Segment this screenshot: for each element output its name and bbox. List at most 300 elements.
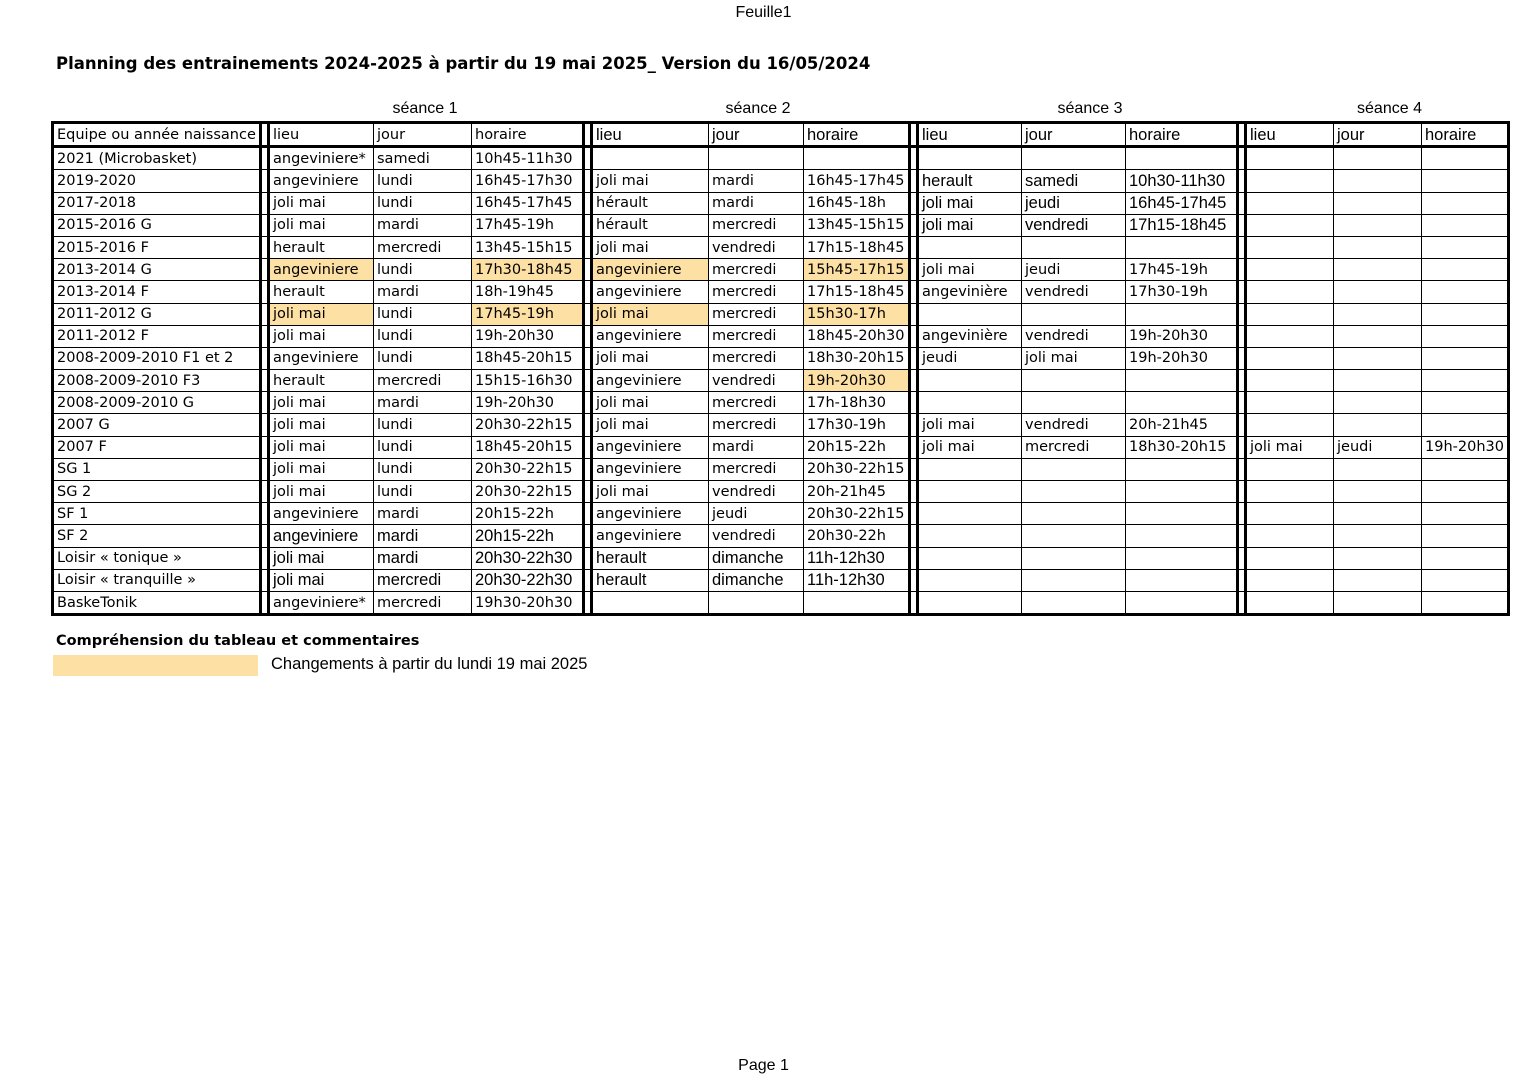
s4-jour-cell — [1334, 347, 1422, 369]
table-row — [53, 214, 1509, 236]
s2-horaire-cell: 20h30-22h15 — [804, 503, 910, 525]
s4-jour-cell — [1334, 303, 1422, 325]
s1-jour-cell: mardi — [374, 281, 472, 303]
session-separator — [584, 458, 592, 480]
s1-lieu-cell: herault — [269, 236, 374, 258]
s3-horaire-cell — [1126, 303, 1238, 325]
s3-jour-cell — [1022, 591, 1126, 614]
session-separator — [584, 347, 592, 369]
s3-jour-cell: vendredi — [1022, 325, 1126, 347]
s1-jour-cell: mercredi — [374, 370, 472, 392]
s2-jour-cell: mercredi — [709, 259, 804, 281]
s4-lieu-cell — [1246, 325, 1334, 347]
s1-jour-cell: lundi — [374, 170, 472, 192]
s2-lieu-cell: angeviniere — [592, 503, 709, 525]
session-separator — [261, 259, 269, 281]
s3-lieu-cell: joli mai — [918, 214, 1022, 236]
s4-lieu-cell — [1246, 214, 1334, 236]
s4-lieu-cell — [1246, 303, 1334, 325]
s3-jour-cell: mercredi — [1022, 436, 1126, 458]
session-separator — [1238, 392, 1246, 414]
s4-horaire-cell — [1422, 192, 1509, 214]
s4-lieu-cell — [1246, 525, 1334, 547]
session-separator — [584, 259, 592, 281]
session-separator — [910, 525, 918, 547]
s3-horaire-cell — [1126, 370, 1238, 392]
team-cell: SG 2 — [53, 481, 261, 503]
table-row — [53, 281, 1509, 303]
s1-lieu-cell: angeviniere* — [269, 591, 374, 614]
session-separator — [584, 281, 592, 303]
session-separator — [584, 303, 592, 325]
s4-jour-cell — [1334, 259, 1422, 281]
s4-lieu-cell — [1246, 170, 1334, 192]
session-separator — [261, 281, 269, 303]
s1-jour-cell: lundi — [374, 414, 472, 436]
s1-horaire-cell: 20h30-22h30 — [472, 547, 584, 569]
s4-horaire-cell: 19h-20h30 — [1422, 436, 1509, 458]
session-separator — [261, 458, 269, 480]
team-cell: BaskeTonik — [53, 591, 261, 614]
session-separator — [1238, 259, 1246, 281]
session-separator — [1238, 347, 1246, 369]
session-separator — [261, 123, 269, 147]
s1-horaire-cell: 10h45-11h30 — [472, 147, 584, 170]
session-separator — [1238, 436, 1246, 458]
session-separator — [261, 192, 269, 214]
s3-horaire-cell — [1126, 525, 1238, 547]
header-s3-lieu: lieu — [918, 123, 1022, 147]
s3-horaire-cell — [1126, 503, 1238, 525]
s1-jour-cell: mardi — [374, 547, 472, 569]
s1-horaire-cell: 17h30-18h45 — [472, 259, 584, 281]
s4-lieu-cell — [1246, 192, 1334, 214]
s4-lieu-cell — [1246, 481, 1334, 503]
s4-lieu-cell — [1246, 347, 1334, 369]
header-row — [53, 123, 1509, 147]
s4-lieu-cell — [1246, 147, 1334, 170]
s3-lieu-cell: joli mai — [918, 414, 1022, 436]
s4-jour-cell — [1334, 370, 1422, 392]
team-cell: 2015-2016 G — [53, 214, 261, 236]
s4-horaire-cell — [1422, 170, 1509, 192]
session-separator — [910, 370, 918, 392]
table-row — [53, 591, 1509, 614]
team-cell: 2019-2020 — [53, 170, 261, 192]
s1-horaire-cell: 20h30-22h30 — [472, 569, 584, 591]
session-separator — [910, 214, 918, 236]
sheet-name: Feuille1 — [735, 4, 792, 21]
s2-horaire-cell — [804, 591, 910, 614]
team-cell: 2008-2009-2010 G — [53, 392, 261, 414]
s1-jour-cell: lundi — [374, 347, 472, 369]
s2-jour-cell: mercredi — [709, 325, 804, 347]
s1-horaire-cell: 20h30-22h15 — [472, 481, 584, 503]
s2-jour-cell: mercredi — [709, 414, 804, 436]
team-cell: SF 1 — [53, 503, 261, 525]
s1-horaire-cell: 18h45-20h15 — [472, 436, 584, 458]
s2-horaire-cell: 16h45-17h45 — [804, 170, 910, 192]
session-separator — [910, 591, 918, 614]
s1-horaire-cell: 18h45-20h15 — [472, 347, 584, 369]
session-separator — [584, 123, 592, 147]
s3-lieu-cell: angevinière — [918, 325, 1022, 347]
legend-highlight-swatch — [53, 655, 258, 676]
schedule-table — [51, 121, 1510, 616]
session-separator — [1238, 123, 1246, 147]
s2-jour-cell: mercredi — [709, 458, 804, 480]
s2-jour-cell: mardi — [709, 192, 804, 214]
s2-jour-cell: mardi — [709, 436, 804, 458]
s4-lieu-cell — [1246, 414, 1334, 436]
page-title: Planning des entrainements 2024-2025 à partir du 19 mai 2025_ Version du 16/05/2024 — [56, 54, 871, 73]
session-separator — [910, 192, 918, 214]
s3-jour-cell — [1022, 525, 1126, 547]
s1-lieu-cell: herault — [269, 370, 374, 392]
session-separator — [584, 569, 592, 591]
session-separator — [910, 481, 918, 503]
session-separator — [1238, 458, 1246, 480]
s3-horaire-cell: 17h45-19h — [1126, 259, 1238, 281]
s2-horaire-cell: 17h30-19h — [804, 414, 910, 436]
team-cell: SG 1 — [53, 458, 261, 480]
session-separator — [910, 569, 918, 591]
s1-jour-cell: lundi — [374, 436, 472, 458]
s1-jour-cell: mercredi — [374, 569, 472, 591]
s4-lieu-cell — [1246, 503, 1334, 525]
session-separator — [584, 525, 592, 547]
s2-horaire-cell: 17h-18h30 — [804, 392, 910, 414]
s3-lieu-cell — [918, 547, 1022, 569]
s3-lieu-cell — [918, 503, 1022, 525]
s1-horaire-cell: 19h-20h30 — [472, 325, 584, 347]
session-separator — [261, 236, 269, 258]
team-cell: 2021 (Microbasket) — [53, 147, 261, 170]
s1-horaire-cell: 16h45-17h30 — [472, 170, 584, 192]
session-separator — [261, 414, 269, 436]
session-separator — [584, 591, 592, 614]
session-separator — [1238, 170, 1246, 192]
s2-lieu-cell: angeviniere — [592, 325, 709, 347]
s2-horaire-cell: 15h30-17h — [804, 303, 910, 325]
s2-horaire-cell: 18h30-20h15 — [804, 347, 910, 369]
s2-jour-cell: vendredi — [709, 236, 804, 258]
session-separator — [261, 569, 269, 591]
table-row — [53, 481, 1509, 503]
s2-horaire-cell: 18h45-20h30 — [804, 325, 910, 347]
s3-horaire-cell: 16h45-17h45 — [1126, 192, 1238, 214]
s4-lieu-cell — [1246, 370, 1334, 392]
s4-jour-cell: jeudi — [1334, 436, 1422, 458]
s3-lieu-cell — [918, 147, 1022, 170]
s4-horaire-cell — [1422, 236, 1509, 258]
s2-jour-cell: mercredi — [709, 214, 804, 236]
table-row — [53, 347, 1509, 369]
table-row — [53, 192, 1509, 214]
header-s4-horaire: horaire — [1422, 123, 1509, 147]
s1-lieu-cell: joli mai — [269, 392, 374, 414]
s4-jour-cell — [1334, 281, 1422, 303]
s1-lieu-cell: angeviniere — [269, 347, 374, 369]
s2-jour-cell: vendredi — [709, 481, 804, 503]
s4-jour-cell — [1334, 192, 1422, 214]
s4-horaire-cell — [1422, 392, 1509, 414]
header-s4-jour: jour — [1334, 123, 1422, 147]
s3-jour-cell — [1022, 569, 1126, 591]
s1-horaire-cell: 16h45-17h45 — [472, 192, 584, 214]
team-cell: 2007 F — [53, 436, 261, 458]
s3-jour-cell — [1022, 481, 1126, 503]
s3-horaire-cell: 19h-20h30 — [1126, 347, 1238, 369]
s1-horaire-cell: 17h45-19h — [472, 214, 584, 236]
s1-lieu-cell: joli mai — [269, 547, 374, 569]
session-separator — [910, 347, 918, 369]
s4-horaire-cell — [1422, 325, 1509, 347]
session-separator — [584, 392, 592, 414]
session-separator — [1238, 370, 1246, 392]
session-separator — [261, 525, 269, 547]
s2-jour-cell: mercredi — [709, 281, 804, 303]
s1-jour-cell: mardi — [374, 525, 472, 547]
s1-horaire-cell: 15h15-16h30 — [472, 370, 584, 392]
header-s3-horaire: horaire — [1126, 123, 1238, 147]
s2-lieu-cell — [592, 147, 709, 170]
s3-jour-cell — [1022, 147, 1126, 170]
s3-lieu-cell: joli mai — [918, 259, 1022, 281]
s3-lieu-cell: joli mai — [918, 192, 1022, 214]
s3-jour-cell: samedi — [1022, 170, 1126, 192]
session-separator — [1238, 303, 1246, 325]
s2-jour-cell — [709, 147, 804, 170]
s1-jour-cell: mercredi — [374, 591, 472, 614]
s3-lieu-cell: angevinière — [918, 281, 1022, 303]
session-separator — [910, 259, 918, 281]
s1-jour-cell: lundi — [374, 458, 472, 480]
table-row — [53, 370, 1509, 392]
header-s1-horaire: horaire — [472, 123, 584, 147]
s1-horaire-cell: 18h-19h45 — [472, 281, 584, 303]
header-s2-horaire: horaire — [804, 123, 910, 147]
s4-lieu-cell — [1246, 458, 1334, 480]
s1-horaire-cell: 20h30-22h15 — [472, 458, 584, 480]
s3-horaire-cell: 17h30-19h — [1126, 281, 1238, 303]
s2-horaire-cell: 19h-20h30 — [804, 370, 910, 392]
s4-horaire-cell — [1422, 347, 1509, 369]
s3-lieu-cell: herault — [918, 170, 1022, 192]
s4-jour-cell — [1334, 569, 1422, 591]
s3-lieu-cell: joli mai — [918, 436, 1022, 458]
session-separator — [261, 147, 269, 170]
s2-lieu-cell: angeviniere — [592, 281, 709, 303]
s3-jour-cell: jeudi — [1022, 192, 1126, 214]
s1-jour-cell: mardi — [374, 392, 472, 414]
session-separator — [910, 303, 918, 325]
s2-lieu-cell: joli mai — [592, 236, 709, 258]
s3-horaire-cell — [1126, 392, 1238, 414]
s2-lieu-cell: joli mai — [592, 481, 709, 503]
s4-jour-cell — [1334, 147, 1422, 170]
team-cell: 2011-2012 F — [53, 325, 261, 347]
s3-jour-cell — [1022, 370, 1126, 392]
legend-text: Changements à partir du lundi 19 mai 2025 — [271, 655, 588, 673]
s4-lieu-cell: joli mai — [1246, 436, 1334, 458]
table-row — [53, 458, 1509, 480]
s1-lieu-cell: angeviniere — [269, 503, 374, 525]
session-separator — [1238, 147, 1246, 170]
s2-horaire-cell: 20h-21h45 — [804, 481, 910, 503]
s2-lieu-cell — [592, 591, 709, 614]
session-separator — [261, 347, 269, 369]
session-separator — [1238, 214, 1246, 236]
s2-lieu-cell: angeviniere — [592, 458, 709, 480]
session-separator — [1238, 503, 1246, 525]
table-row — [53, 569, 1509, 591]
session-separator — [261, 481, 269, 503]
session-separator — [910, 547, 918, 569]
session-separator — [261, 392, 269, 414]
s3-lieu-cell — [918, 569, 1022, 591]
s3-jour-cell: vendredi — [1022, 414, 1126, 436]
s2-horaire-cell: 20h30-22h — [804, 525, 910, 547]
table-row — [53, 525, 1509, 547]
s1-jour-cell: lundi — [374, 481, 472, 503]
s4-jour-cell — [1334, 214, 1422, 236]
session-separator — [1238, 192, 1246, 214]
s3-horaire-cell: 20h-21h45 — [1126, 414, 1238, 436]
session-separator — [261, 170, 269, 192]
team-cell: 2017-2018 — [53, 192, 261, 214]
team-cell: 2008-2009-2010 F3 — [53, 370, 261, 392]
s1-lieu-cell: joli mai — [269, 458, 374, 480]
session-separator — [584, 170, 592, 192]
table-row — [53, 436, 1509, 458]
s3-horaire-cell — [1126, 458, 1238, 480]
header-team: Equipe ou année naissance — [53, 123, 261, 147]
s2-jour-cell: mercredi — [709, 347, 804, 369]
s2-horaire-cell: 17h15-18h45 — [804, 236, 910, 258]
session-separator — [261, 370, 269, 392]
s1-horaire-cell: 17h45-19h — [472, 303, 584, 325]
s4-jour-cell — [1334, 458, 1422, 480]
table-row — [53, 236, 1509, 258]
session-1-heading: séance 1 — [392, 100, 458, 117]
s2-horaire-cell: 20h30-22h15 — [804, 458, 910, 480]
table-row — [53, 147, 1509, 170]
table-row — [53, 503, 1509, 525]
session-separator — [1238, 569, 1246, 591]
team-cell: 2013-2014 G — [53, 259, 261, 281]
s4-lieu-cell — [1246, 281, 1334, 303]
session-3-heading: séance 3 — [1057, 100, 1123, 117]
s3-horaire-cell — [1126, 481, 1238, 503]
session-separator — [261, 303, 269, 325]
s2-horaire-cell — [804, 147, 910, 170]
s1-jour-cell: lundi — [374, 325, 472, 347]
session-separator — [1238, 414, 1246, 436]
s2-horaire-cell: 11h-12h30 — [804, 547, 910, 569]
s4-lieu-cell — [1246, 591, 1334, 614]
s2-jour-cell: mercredi — [709, 392, 804, 414]
s3-jour-cell — [1022, 303, 1126, 325]
session-separator — [1238, 591, 1246, 614]
s4-horaire-cell — [1422, 370, 1509, 392]
s4-lieu-cell — [1246, 547, 1334, 569]
s1-jour-cell: lundi — [374, 303, 472, 325]
s2-lieu-cell: angeviniere — [592, 525, 709, 547]
s2-jour-cell: vendredi — [709, 370, 804, 392]
session-separator — [584, 325, 592, 347]
s1-lieu-cell: joli mai — [269, 414, 374, 436]
s3-jour-cell — [1022, 236, 1126, 258]
session-separator — [910, 170, 918, 192]
session-separator — [584, 481, 592, 503]
s4-horaire-cell — [1422, 481, 1509, 503]
session-2-heading: séance 2 — [725, 100, 791, 117]
session-separator — [1238, 281, 1246, 303]
s1-lieu-cell: joli mai — [269, 325, 374, 347]
s2-lieu-cell: joli mai — [592, 303, 709, 325]
s1-lieu-cell: angeviniere — [269, 259, 374, 281]
s1-lieu-cell: angeviniere — [269, 170, 374, 192]
table-row — [53, 170, 1509, 192]
s3-jour-cell — [1022, 458, 1126, 480]
session-separator — [910, 123, 918, 147]
s2-lieu-cell: angeviniere — [592, 259, 709, 281]
s1-lieu-cell: joli mai — [269, 569, 374, 591]
s2-lieu-cell: joli mai — [592, 347, 709, 369]
session-separator — [910, 281, 918, 303]
team-cell: Loisir « tonique » — [53, 547, 261, 569]
session-separator — [584, 214, 592, 236]
s4-horaire-cell — [1422, 281, 1509, 303]
s1-lieu-cell: joli mai — [269, 192, 374, 214]
session-separator — [261, 503, 269, 525]
s3-jour-cell — [1022, 503, 1126, 525]
header-s1-jour: jour — [374, 123, 472, 147]
table-row — [53, 303, 1509, 325]
s3-jour-cell: vendredi — [1022, 281, 1126, 303]
s2-horaire-cell: 15h45-17h15 — [804, 259, 910, 281]
s1-lieu-cell: joli mai — [269, 436, 374, 458]
s4-jour-cell — [1334, 591, 1422, 614]
session-separator — [1238, 525, 1246, 547]
s2-lieu-cell: joli mai — [592, 414, 709, 436]
session-separator — [910, 458, 918, 480]
s3-horaire-cell: 18h30-20h15 — [1126, 436, 1238, 458]
session-separator — [584, 236, 592, 258]
s2-horaire-cell: 17h15-18h45 — [804, 281, 910, 303]
s4-horaire-cell — [1422, 591, 1509, 614]
s1-horaire-cell: 13h45-15h15 — [472, 236, 584, 258]
s1-horaire-cell: 19h30-20h30 — [472, 591, 584, 614]
s3-jour-cell — [1022, 392, 1126, 414]
s3-lieu-cell — [918, 236, 1022, 258]
session-separator — [1238, 325, 1246, 347]
session-separator — [910, 436, 918, 458]
s1-lieu-cell: angeviniere — [269, 525, 374, 547]
s1-horaire-cell: 20h15-22h — [472, 503, 584, 525]
s2-lieu-cell: hérault — [592, 214, 709, 236]
header-s2-lieu: lieu — [592, 123, 709, 147]
s3-horaire-cell — [1126, 547, 1238, 569]
s4-horaire-cell — [1422, 414, 1509, 436]
s4-lieu-cell — [1246, 236, 1334, 258]
session-separator — [261, 591, 269, 614]
table-row — [53, 259, 1509, 281]
s1-lieu-cell: angeviniere* — [269, 147, 374, 170]
s4-jour-cell — [1334, 503, 1422, 525]
session-separator — [584, 192, 592, 214]
